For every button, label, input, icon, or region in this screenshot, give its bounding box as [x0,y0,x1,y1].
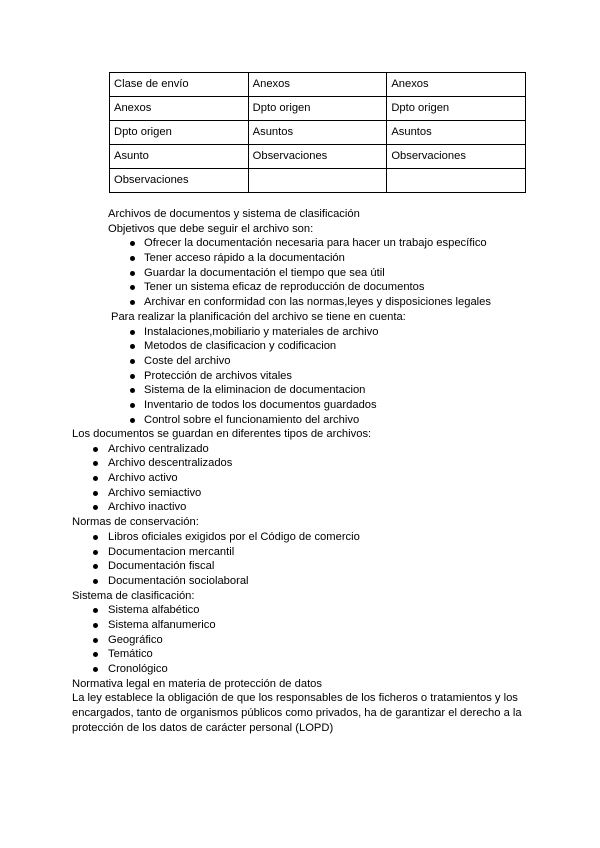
list-item: Archivo inactivo [72,500,532,515]
table-row [110,145,526,169]
bullet-icon [130,344,135,349]
list-item: Documentacion mercantil [72,545,532,560]
table-cell: Asunto [110,145,249,169]
list-item: Cronológico [72,662,532,677]
bullet-icon [93,564,98,569]
bullet-icon [93,476,98,481]
list-item: Documentación sociolaboral [72,574,532,589]
bullet-icon [93,447,98,452]
bullet-icon [130,256,135,261]
table-cell: Anexos [387,73,526,97]
archivos-section [108,207,491,427]
list-item: Tener un sistema eficaz de reproducción de documentos [108,280,491,295]
table-cell: Dpto origen [248,97,387,121]
tipos-heading: Los documentos se guardan en diferentes tipos de archivos: [72,428,372,440]
bullet-icon [130,403,135,408]
table-cell: Dpto origen [110,121,249,145]
bullet-icon [130,271,135,276]
bullet-icon [93,505,98,510]
table-row [110,169,526,193]
shipping-fields-table [109,72,526,193]
list-item: Documentación fiscal [72,559,532,574]
bullet-icon [130,388,135,393]
table-row [110,73,526,97]
objetivos-list [108,236,491,309]
list-item: Archivo centralizado [72,442,532,457]
bullet-icon [130,241,135,246]
list-item: Archivo descentralizados [72,456,532,471]
objetivos-heading: Objetivos que debe seguir el archivo son: [108,222,314,235]
bullet-icon [130,330,135,335]
bullet-icon [93,638,98,643]
bullet-icon [130,285,135,290]
list-item: Protección de archivos vitales [108,369,491,384]
table-cell: Asuntos [387,121,526,145]
sistema-list [72,603,532,676]
table-cell: Anexos [110,97,249,121]
normas-heading: Normas de conservación: [72,516,199,529]
list-item: Ofrecer la documentación necesaria para hacer un trabajo específico [108,236,491,251]
list-item: Archivo activo [72,471,532,486]
list-item: Temático [72,647,532,662]
bullet-icon [93,667,98,672]
sistema-heading: Sistema de clasificación: [72,589,195,602]
list-item: Sistema alfabético [72,603,532,618]
table-cell [387,169,526,193]
list-item: Control sobre el funcionamiento del archivo [108,413,491,428]
normativa-heading: Normativa legal en materia de protección de datos [72,677,322,690]
bullet-icon [93,623,98,628]
table-row [110,97,526,121]
normas-list [72,530,532,589]
table-cell [248,169,387,193]
list-item: Instalaciones,mobiliario y materiales de archivo [108,325,491,340]
list-item: Tener acceso rápido a la documentación [108,251,491,266]
normativa-paragraph: La ley establece la obligación de que los responsables de los ficheros o tratamientos y los encargados, tanto de organismos públicos como privados, ha de garantizar el derecho a la protección de los datos de carácter personal (LOPD) [72,692,522,734]
table-cell: Clase de envío [110,73,249,97]
table-cell: Observaciones [110,169,249,193]
section-title: Archivos de documentos y sistema de clasificación [108,208,360,220]
bullet-icon [93,652,98,657]
table-row [110,121,526,145]
list-item: Sistema de la eliminacion de documentacion [108,383,491,398]
bullet-icon [130,300,135,305]
table-cell: Asuntos [248,121,387,145]
bullet-icon [93,491,98,496]
table-cell: Anexos [248,73,387,97]
table-cell: Dpto origen [387,97,526,121]
list-item: Libros oficiales exigidos por el Código de comercio [72,530,532,545]
bullet-icon [130,359,135,364]
planificacion-heading: Para realizar la planificación del archivo se tiene en cuenta: [111,310,406,323]
list-item: Coste del archivo [108,354,491,369]
bullet-icon [93,535,98,540]
list-item: Sistema alfanumerico [72,618,532,633]
bullet-icon [130,374,135,379]
bullet-icon [93,461,98,466]
bullet-icon [93,579,98,584]
list-item: Geográfico [72,633,532,648]
list-item: Metodos de clasificacion y codificacion [108,339,491,354]
main-section [72,427,532,735]
tipos-list [72,442,532,515]
bullet-icon [93,550,98,555]
table-cell: Observaciones [248,145,387,169]
list-item: Inventario de todos los documentos guardados [108,398,491,413]
list-item: Archivar en conformidad con las normas,leyes y disposiciones legales [108,295,491,310]
bullet-icon [93,608,98,613]
list-item: Guardar la documentación el tiempo que sea útil [108,266,491,281]
planificacion-list [108,325,491,428]
list-item: Archivo semiactivo [72,486,532,501]
bullet-icon [130,418,135,423]
table-cell: Observaciones [387,145,526,169]
